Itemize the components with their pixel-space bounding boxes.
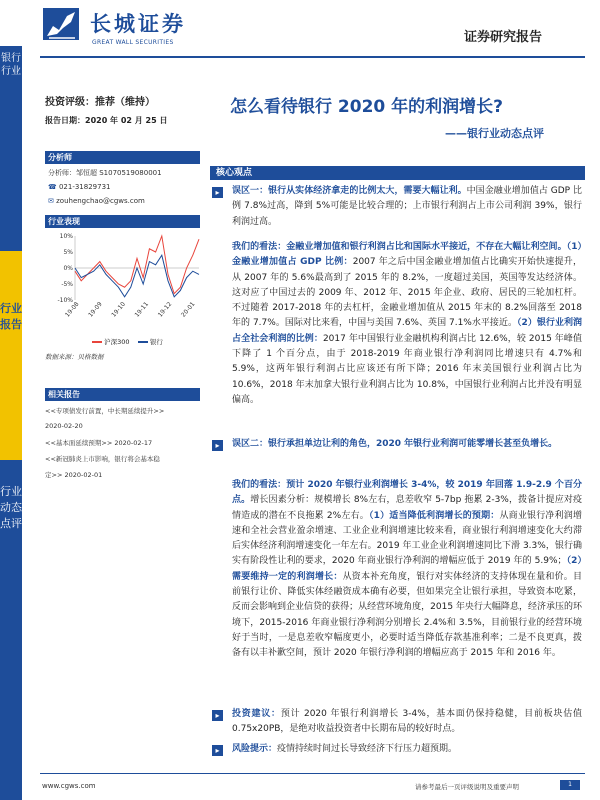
logo-chinese-name: 长城证券 [90,12,186,36]
chart-axes [57,233,199,319]
x-tick-label: 20-01 [179,300,197,319]
view-two-paragraph [232,478,582,662]
y-tick-label: -5% [61,281,73,288]
related-report-1-date: 2020-02-20 [45,422,83,430]
sidebar-top-block [0,46,22,251]
investment-advice-body: 预计 2020 年银行利润增长 3-4%，基本面仍保持稳健，目前板块估值 0.75x20PB，是绝对收益投资者中长期布局的较好时点。 [232,709,582,735]
x-tick-label: 19-11 [133,300,151,319]
myth-two-paragraph [232,437,582,452]
x-tick-label: 19-09 [87,300,104,319]
analyst-section-header: 分析师 [45,151,200,164]
analyst-name: 分析师：邹恒超 S1070519080001 [48,169,162,177]
x-tick-label: 19-10 [110,300,127,319]
investment-rating: 投资评级：推荐（维持） [45,97,155,108]
industry-performance-chart [45,230,203,352]
report-title: 怎么看待银行 2020 年的利润增长? [230,97,504,117]
investment-advice-heading: 投资建议： [232,709,281,719]
report-type-label: 证券研究报告 [464,30,543,45]
risk-warning-paragraph [232,742,582,757]
myth-two-heading: 误区二：银行承担单边让利的角色，2020 年银行业利润可能零增长甚至负增长。 [232,439,558,449]
view-two-body: 增长因素分析：规模增长 8%左右，息差收窄 5-7bp 拖累 2-3%，拨备计提应对疫情造成的潜在不良拖累 2%左右。 [232,495,582,521]
related-report-2[interactable]: <<基本面延续预期>> 2020-02-17 [45,439,153,447]
view-two-heading: 我们的看法：预计 2020 年银行业利润增长 3-4%，较 2019 年回落 1.9-2.9 个百分点。 [232,480,582,506]
risk-warning-body: 疫情持续时间过长导致经济下行压力超预期。 [277,744,458,754]
related-report-1[interactable]: <<专项债发行前置，中长期延续提升>> [45,407,165,415]
sidebar-top-label: 银行行业 [1,53,21,77]
legend-label-hs300: 沪深300 [104,338,130,346]
view-one-heading: 我们的看法：金融业增加值和银行利润占比和国际水平接近，不存在大幅让利空间。（1）金融业增加值占 GDP 比例： [232,242,582,268]
risk-warning-heading: 风险提示： [232,744,278,754]
chart-lines [75,236,199,297]
investment-advice-paragraph [232,707,582,738]
related-reports-header: 相关报告 [45,388,200,401]
view-two-heading-2: （1）适当降低利润增长的预期： [368,510,500,521]
page-number: 1 [560,780,580,790]
logo-english-name: GREAT WALL SECURITIES [92,39,174,46]
myth-one-heading: 误区一：银行从实体经济拿走的比例太大，需要大幅让利。 [232,186,467,196]
report-date: 报告日期：2020 年 02 月 25 日 [45,116,168,125]
bullet-icon: ▸ [212,745,223,756]
analyst-email-address[interactable]: zouhengchao@cgws.com [56,197,145,205]
footer-disclaimer-note: 请参考最后一页评级说明及重要声明 [415,783,519,791]
performance-section-header: 行业表现 [45,215,200,228]
core-views-header: 核心观点 [210,166,585,180]
related-report-3[interactable]: <<新冠肺炎上市影响，银行将会基本稳 [45,455,160,463]
related-report-3-cont[interactable]: 定>> 2020-02-01 [45,471,103,479]
view-one-paragraph [232,240,582,408]
phone-icon: ☎ [48,183,57,191]
bullet-icon: ▸ [212,187,223,198]
legend-label-bank: 银行 [149,338,163,346]
chart-source: 数据来源：贝格数据 [45,353,104,361]
analyst-email[interactable] [48,197,145,205]
myth-one-body: 中国金融业增加值占 GDP 比例 7.8%过高，降到 5%可能是比较合理的；上市银行利润占上市公司利润 39%，银行利润过高。 [232,186,582,227]
report-subtitle: ——银行业动态点评 [445,127,544,140]
view-one-heading-2: （2）银行业利润占全社会利润的比例： [232,318,582,344]
view-one-body: 2007 年之后中国金融业增加值占比确实开始快速提升，从 2007 年的 5.6%最高到了 2015 年的 8.2%，一度超过美国，英国等发达经济体。这对应了中国过去的 2009 年、2012 年、2015 年企业、政府、居民的三轮加杠杆。不过随着 2017-2018 年的去杠杆，金融业增加值从 2015 年末的 8.2%回落至 2018 年的 7.7%。国际对比来看，中国与美国 7.6%、英国 7.1%水平接近。 [232,257,582,329]
series-line-hs300 [75,236,199,294]
x-tick-label: 19-08 [63,300,81,319]
analyst-phone-number: 021-31829731 [58,183,111,191]
logo-mark [43,8,79,40]
sidebar-middle-label: 行业报告 [0,302,22,331]
x-tick-label: 19-12 [156,300,174,319]
bullet-icon: ▸ [212,710,223,721]
y-tick-label: 5% [63,249,73,256]
view-one-body-2: 2017 年中国银行业金融机构利润占比 12.6%，较 2015 年峰值下降了 1 个百分点，由于 2018-2019 年商业银行净利润同比增速只有 4.7%和 5.9%，这两年银行利润占比应该还有所下降；2016 年末美国银行业利润占比为 10.6%，2018 年末加拿大银行业利润占比为 10.8%，中国银行业利润占比并没有明显偏高。 [232,333,582,405]
legend-swatch-bank [138,341,148,343]
footer-website[interactable]: www.cgws.com [42,782,96,790]
y-tick-label: -10% [57,297,73,304]
analyst-phone [48,183,110,191]
sidebar-bottom-label: 行业动态点评 [0,485,22,530]
y-tick-label: 0% [63,265,73,272]
view-two-body-2: 从商业银行净利润增速和全社会营业盈余增速、工业企业利润增速比较来看，商业银行利润增速变化大约滞后实体经济利润增速变化一年左右。2019 年工业企业利润增速同比下滑 3.3%，银行确实有阶段性让利的要求，2020 年商业银行净利润的增幅应低于 2019 年的 5.9%； [232,510,582,567]
series-line-bank [75,255,199,297]
chart-legend [92,337,163,346]
logo-icon [43,8,79,40]
view-two-body-3: 从资本补充角度，银行对实体经济的支持体现在量和价。目前银行让价、降低实体经融资成本确有必要，但如果完全让银行承担，导致资本吃紧，反而会影响到企业信贷的获得；从经营环境角度，2015 年央行大幅降息，经济承压的环境下，2015-2016 年商业银行净利润分别增长 2.4%和 3.5%，目前银行业的经营环境好于当时，一是息差收窄幅度更小，必要时适当降低存款基准利率；二是不良更真，拨备有以丰补歉空间，预计 2020 年银行净利润的增幅应高于 2015 年和 2016 年。 [232,571,582,659]
legend-swatch-hs300 [92,341,102,343]
bullet-icon: ▸ [212,440,223,451]
email-icon: ✉ [48,197,54,205]
y-tick-label: 10% [59,233,73,240]
myth-one-paragraph [232,184,582,230]
header-divider [40,56,585,58]
view-two-heading-3: （2）需要维持一定的利润增长： [232,556,582,582]
sidebar-bottom-block [0,460,22,800]
sidebar-middle-block [0,251,22,460]
footer-divider [40,773,585,774]
